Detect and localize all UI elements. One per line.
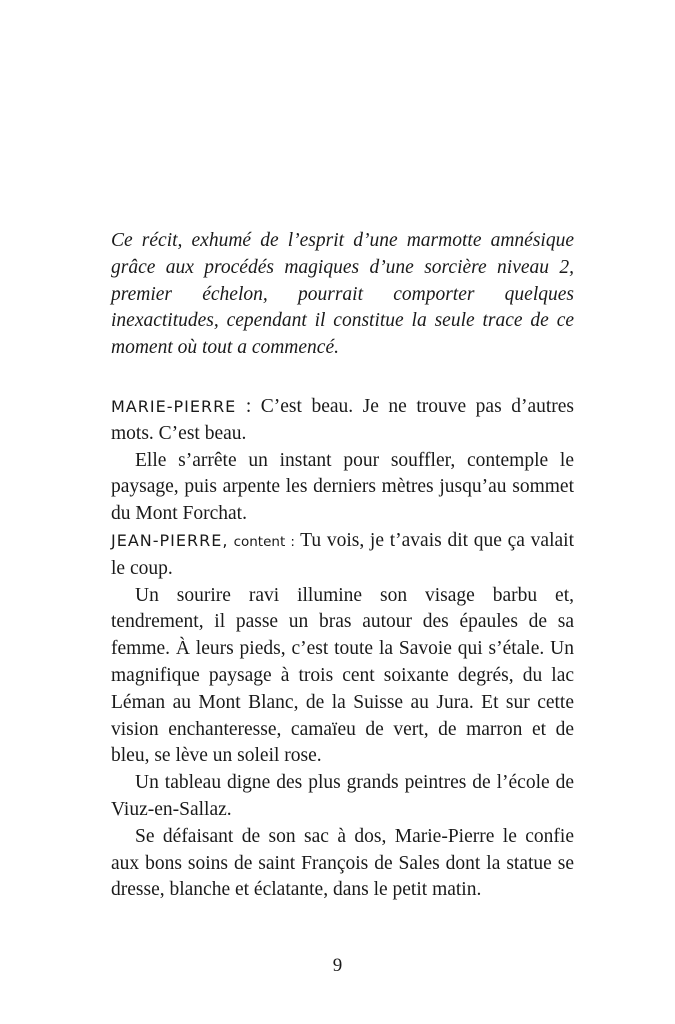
page-text-block [111, 228, 574, 904]
dialogue-marie-pierre [111, 394, 574, 448]
narration-paragraph-1: Elle s’arrête un instant pour souffler, contemple le paysage, puis arpente les derniers mètres jusqu’au sommet du Mont Forchat. [111, 449, 574, 525]
story-body [111, 394, 574, 904]
narration-paragraph-2: Un sourire ravi illumine son visage barbu et, tendrement, il passe un bras autour des épaules de sa femme. À leurs pieds, c’est toute la Savoie qui s’étale. Un magnifique paysage à trois cent soixante degrés, du lac Léman au Mont Blanc, de la Suisse au Jura. Et sur cette vision enchanteresse, camaïeu de vert, de marron et de bleu, se lève un soleil rose. [111, 584, 574, 767]
stage-direction: content : [228, 533, 301, 550]
dialogue-text: Tu vois, je t’avais dit que ça valait le coup. [111, 529, 574, 579]
dialogue-jean-pierre [111, 528, 574, 583]
dialogue-text: C’est beau. Je ne trouve pas d’autres mots. C’est beau. [111, 395, 575, 444]
page-number: 9 [332, 955, 343, 976]
narration-paragraph-4: Se défaisant de son sac à dos, Marie-Pierre le confie aux bons soins de saint François de Sales dont la statue se dresse, blanche et éclatante, dans le petit matin. [111, 825, 574, 901]
narration-paragraph-3: Un tableau digne des plus grands peintres de l’école de Viuz-en-Sallaz. [111, 772, 574, 820]
intro-paragraph: Ce récit, exhumé de l’esprit d’une marmotte amnésique grâce aux procédés magiques d’une sorcière niveau 2, premier échelon, pourrait comporter quelques inexactitudes, cependant il constitue la seule trace de ce moment où tout a commencé. [111, 230, 574, 359]
speaker-jean-pierre: JEAN-PIERRE, [111, 530, 229, 550]
dialogue-separator: : [236, 395, 261, 417]
speaker-marie-pierre: MARIE-PIERRE [111, 396, 237, 416]
